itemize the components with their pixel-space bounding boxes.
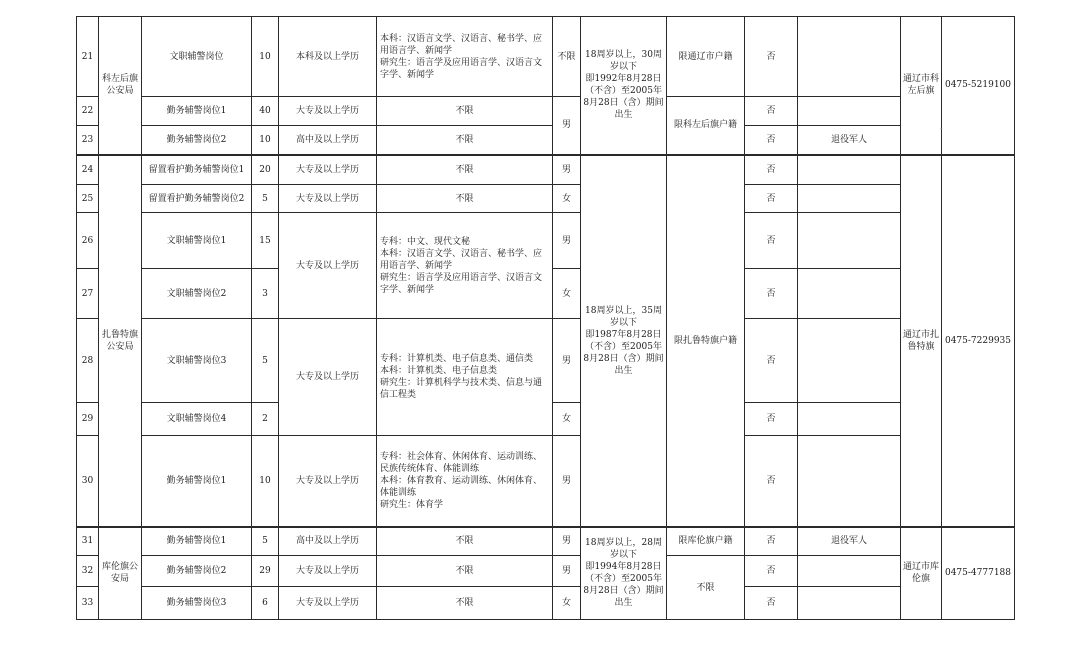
post-name: 留置看护勤务辅警岗位1 xyxy=(142,155,252,185)
other-requirement: 否 xyxy=(745,436,798,527)
hukou-requirement: 限扎鲁特旗户籍 xyxy=(667,155,745,527)
major: 不限 xyxy=(377,97,553,126)
post-count: 15 xyxy=(252,213,279,269)
education: 大专及以上学历 xyxy=(279,213,377,319)
major: 专科：计算机类、电子信息类、通信类 本科：计算机类、电子信息类 研究生：计算机科学与技术类、信息与通信工程类 xyxy=(377,319,553,436)
phone: 0475-4777188 xyxy=(942,527,1015,620)
other-requirement: 否 xyxy=(745,403,798,436)
row-number: 25 xyxy=(77,185,99,213)
location: 通辽市科左后旗 xyxy=(901,17,942,155)
unit-name: 科左后旗公安局 xyxy=(99,17,142,155)
other-requirement: 否 xyxy=(745,269,798,319)
note xyxy=(798,97,901,126)
row-number: 23 xyxy=(77,126,99,155)
recruitment-table xyxy=(76,16,1015,620)
note xyxy=(798,269,901,319)
table-row xyxy=(77,213,1015,269)
education: 大专及以上学历 xyxy=(279,185,377,213)
row-number: 33 xyxy=(77,587,99,620)
post-count: 10 xyxy=(252,17,279,97)
row-number: 21 xyxy=(77,17,99,97)
post-count: 6 xyxy=(252,587,279,620)
post-count: 5 xyxy=(252,319,279,403)
post-count: 10 xyxy=(252,436,279,527)
post-name: 勤务辅警岗位1 xyxy=(142,527,252,556)
table-row xyxy=(77,126,1015,155)
other-requirement: 否 xyxy=(745,185,798,213)
post-name: 文职辅警岗位4 xyxy=(142,403,252,436)
note xyxy=(798,185,901,213)
education: 大专及以上学历 xyxy=(279,556,377,587)
post-count: 3 xyxy=(252,269,279,319)
education: 本科及以上学历 xyxy=(279,17,377,97)
hukou-requirement: 限库伦旗户籍 xyxy=(667,527,745,556)
row-number: 28 xyxy=(77,319,99,403)
major: 不限 xyxy=(377,155,553,185)
gender: 男 xyxy=(553,527,581,556)
post-name: 勤务辅警岗位2 xyxy=(142,126,252,155)
row-number: 26 xyxy=(77,213,99,269)
gender: 男 xyxy=(553,436,581,527)
post-count: 5 xyxy=(252,185,279,213)
unit-name: 库伦旗公安局 xyxy=(99,527,142,620)
row-number: 22 xyxy=(77,97,99,126)
post-count: 20 xyxy=(252,155,279,185)
education: 大专及以上学历 xyxy=(279,436,377,527)
other-requirement: 否 xyxy=(745,213,798,269)
gender: 男 xyxy=(553,97,581,155)
gender: 女 xyxy=(553,185,581,213)
table-row xyxy=(77,587,1015,620)
post-name: 留置看护勤务辅警岗位2 xyxy=(142,185,252,213)
major: 不限 xyxy=(377,126,553,155)
major: 不限 xyxy=(377,587,553,620)
hukou-requirement: 不限 xyxy=(667,556,745,620)
education: 大专及以上学历 xyxy=(279,587,377,620)
major: 专科：社会体育、休闲体育、运动训练、民族传统体育、体能训练 本科：体育教育、运动训练、休闲体育、体能训练 研究生：体育学 xyxy=(377,436,553,527)
stray-mark: - xyxy=(940,124,943,133)
table-row xyxy=(77,155,1015,185)
post-count: 10 xyxy=(252,126,279,155)
table-row xyxy=(77,185,1015,213)
gender: 男 xyxy=(553,213,581,269)
table-row xyxy=(77,556,1015,587)
table-row xyxy=(77,97,1015,126)
education: 大专及以上学历 xyxy=(279,155,377,185)
gender: 男 xyxy=(553,155,581,185)
education: 大专及以上学历 xyxy=(279,319,377,436)
note xyxy=(798,17,901,97)
hukou-requirement: 限科左后旗户籍 xyxy=(667,97,745,155)
post-name: 文职辅警岗位3 xyxy=(142,319,252,403)
other-requirement: 否 xyxy=(745,97,798,126)
note xyxy=(798,587,901,620)
post-name: 勤务辅警岗位2 xyxy=(142,556,252,587)
gender: 不限 xyxy=(553,17,581,97)
major: 不限 xyxy=(377,185,553,213)
table-row xyxy=(77,319,1015,403)
major: 不限 xyxy=(377,556,553,587)
other-requirement: 否 xyxy=(745,527,798,556)
row-number: 29 xyxy=(77,403,99,436)
note: 退役军人 xyxy=(798,527,901,556)
major: 不限 xyxy=(377,527,553,556)
other-requirement: 否 xyxy=(745,556,798,587)
major: 专科：中文、现代文秘 本科：汉语言文学、汉语言、秘书学、应用语言学、新闻学 研究生：语言学及应用语言学、汉语言文字学、新闻学 xyxy=(377,213,553,319)
note: 退役军人 xyxy=(798,126,901,155)
post-count: 40 xyxy=(252,97,279,126)
post-name: 勤务辅警岗位1 xyxy=(142,436,252,527)
post-count: 2 xyxy=(252,403,279,436)
age-requirement: 18周岁以上，30周岁以下 即1992年8月28日（不含）至2005年8月28日（含）期间出生 xyxy=(581,17,667,155)
unit-name: 扎鲁特旗公安局 xyxy=(99,155,142,527)
row-number: 31 xyxy=(77,527,99,556)
post-count: 29 xyxy=(252,556,279,587)
row-number: 24 xyxy=(77,155,99,185)
location: 通辽市扎鲁特旗 xyxy=(901,155,942,527)
other-requirement: 否 xyxy=(745,319,798,403)
education: 高中及以上学历 xyxy=(279,126,377,155)
other-requirement: 否 xyxy=(745,587,798,620)
gender: 男 xyxy=(553,556,581,587)
gender: 女 xyxy=(553,587,581,620)
note xyxy=(798,403,901,436)
gender: 男 xyxy=(553,319,581,403)
note xyxy=(798,319,901,403)
post-name: 文职辅警岗位 xyxy=(142,17,252,97)
post-name: 勤务辅警岗位3 xyxy=(142,587,252,620)
age-requirement: 18周岁以上，35周岁以下 即1987年8月28日（不含）至2005年8月28日（含）期间出生 xyxy=(581,155,667,527)
row-number: 32 xyxy=(77,556,99,587)
note xyxy=(798,556,901,587)
phone: 0475-5219100 xyxy=(942,17,1015,155)
other-requirement: 否 xyxy=(745,126,798,155)
other-requirement: 否 xyxy=(745,155,798,185)
table-row xyxy=(77,436,1015,527)
phone: 0475-7229935 xyxy=(942,155,1015,527)
gender: 女 xyxy=(553,269,581,319)
post-name: 文职辅警岗位1 xyxy=(142,213,252,269)
post-count: 5 xyxy=(252,527,279,556)
table-row xyxy=(77,17,1015,97)
note xyxy=(798,213,901,269)
gender: 女 xyxy=(553,403,581,436)
hukou-requirement: 限通辽市户籍 xyxy=(667,17,745,97)
post-name: 勤务辅警岗位1 xyxy=(142,97,252,126)
age-requirement: 18周岁以上，28周岁以下 即1994年8月28日（不含）至2005年8月28日（含）期间出生 xyxy=(581,527,667,620)
education: 高中及以上学历 xyxy=(279,527,377,556)
post-name: 文职辅警岗位2 xyxy=(142,269,252,319)
education: 大专及以上学历 xyxy=(279,97,377,126)
row-number: 30 xyxy=(77,436,99,527)
location: 通辽市库伦旗 xyxy=(901,527,942,620)
other-requirement: 否 xyxy=(745,17,798,97)
row-number: 27 xyxy=(77,269,99,319)
note xyxy=(798,155,901,185)
note xyxy=(798,436,901,527)
major: 本科：汉语言文学、汉语言、秘书学、应用语言学、新闻学 研究生：语言学及应用语言学、汉语言文字学、新闻学 xyxy=(377,17,553,97)
table-row xyxy=(77,527,1015,556)
